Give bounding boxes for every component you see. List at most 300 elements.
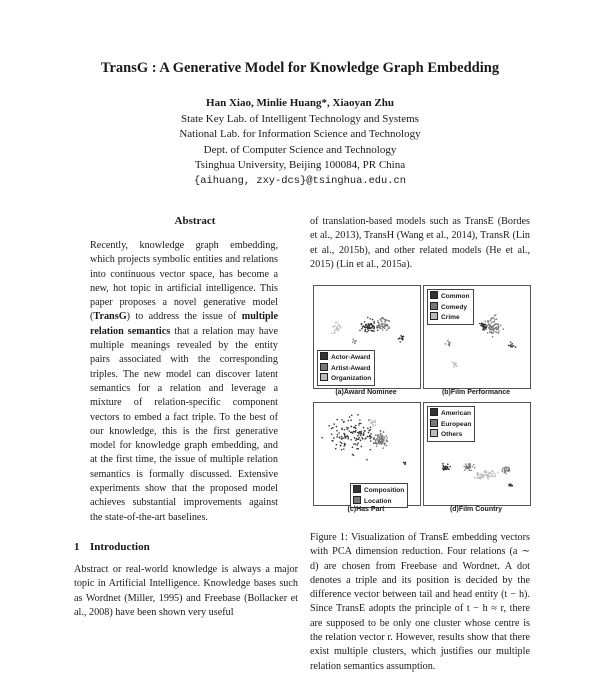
scatter-point [464, 469, 466, 471]
scatter-point [505, 473, 507, 475]
scatter-point [399, 338, 401, 340]
scatter-point [381, 321, 383, 323]
scatter-point [341, 442, 343, 444]
scatter-point [344, 429, 346, 431]
scatter-point [463, 466, 465, 468]
scatter-point [404, 462, 406, 464]
scatter-point [370, 419, 372, 421]
section-heading [74, 541, 150, 553]
legend-entry [430, 302, 470, 313]
scatter-point [349, 416, 351, 418]
scatter-point [331, 440, 333, 442]
scatter-point [360, 435, 362, 437]
scatter-point [497, 472, 499, 474]
legend-swatch [320, 373, 328, 381]
panel-caption: (b)Film Performance [441, 389, 511, 396]
legend-label: Comedy [441, 303, 468, 311]
scatter-point [358, 424, 360, 426]
scatter-point [331, 428, 333, 430]
legend-swatch [353, 485, 361, 493]
scatter-point [373, 425, 375, 427]
scatter-point [370, 449, 372, 451]
scatter-point [360, 423, 362, 425]
scatter-point [492, 336, 494, 338]
scatter-point [361, 446, 363, 448]
scatter-point [348, 420, 350, 422]
scatter-point [336, 436, 338, 438]
scatter-point [357, 442, 359, 444]
scatter-point [386, 329, 388, 331]
scatter-point [338, 323, 340, 325]
scatter-point [377, 437, 379, 439]
abstract-text: Recently, knowledge graph embedding, which projects symbolic entities and relations into continuous vector space, has become a new, hot topic in artificial intelligence. This paper proposes a novel generative model ( [90, 240, 278, 323]
scatter-point [479, 323, 481, 325]
scatter-point [493, 317, 495, 319]
scatter-point [444, 467, 446, 469]
scatter-point [481, 323, 483, 325]
scatter-point [336, 444, 338, 446]
scatter-point [331, 333, 333, 335]
scatter-point [367, 436, 369, 438]
scatter-point [375, 439, 377, 441]
scatter-point [369, 323, 371, 325]
scatter-point [373, 322, 375, 324]
scatter-point [480, 477, 482, 479]
scatter-point [332, 427, 334, 429]
scatter-point [399, 341, 401, 343]
scatter-point [361, 328, 363, 330]
panel-legend [427, 406, 475, 442]
scatter-point [372, 421, 374, 423]
scatter-point [333, 330, 335, 332]
scatter-point [340, 327, 342, 329]
scatter-point [366, 331, 368, 333]
legend-label: Crime [441, 314, 460, 322]
scatter-point [443, 469, 445, 471]
scatter-point [482, 474, 484, 476]
scatter-point [495, 474, 497, 476]
scatter-point [375, 442, 377, 444]
scatter-point [355, 439, 357, 441]
scatter-point [379, 439, 381, 441]
scatter-point [376, 446, 378, 448]
scatter-point [363, 434, 365, 436]
scatter-point [483, 326, 485, 328]
scatter-point [345, 444, 347, 446]
scatter-point [495, 331, 497, 333]
scatter-point [370, 429, 372, 431]
affiliation-line: State Key Lab. of Intelligent Technology and Systems [181, 112, 419, 125]
scatter-point [513, 345, 515, 347]
scatter-point [343, 448, 345, 450]
scatter-point [359, 330, 361, 332]
scatter-point [490, 331, 492, 333]
scatter-point [369, 435, 371, 437]
scatter-point [496, 318, 498, 320]
scatter-point [382, 437, 384, 439]
scatter-point [515, 346, 517, 348]
scatter-point [364, 430, 366, 432]
scatter-point [369, 325, 371, 327]
scatter-point [364, 321, 366, 323]
scatter-point [498, 332, 500, 334]
right-column-text: of translation-based models such as TransE (Bordes et al., 2013), TransH (Wang et al., 2014), TransR (Lin et al., 2015b), and other related models (He et al., 2015) (Lin et al., 2015a). [310, 216, 530, 270]
scatter-point [442, 463, 444, 465]
scatter-point [487, 322, 489, 324]
scatter-point [378, 443, 380, 445]
scatter-point [493, 330, 495, 332]
author-names: Han Xiao, Minlie Huang*, Xiaoyan Zhu [206, 97, 394, 109]
scatter-point [480, 473, 482, 475]
scatter-point [365, 438, 367, 440]
scatter-point [358, 437, 360, 439]
legend-swatch [430, 419, 438, 427]
scatter-point [375, 434, 377, 436]
scatter-point [510, 346, 512, 348]
scatter-point [442, 468, 444, 470]
scatter-point [511, 343, 513, 345]
legend-entry [320, 363, 371, 374]
panel-caption: (a)Award Nominee [335, 389, 397, 396]
scatter-point [377, 330, 379, 332]
scatter-point [477, 472, 479, 474]
scatter-point [387, 325, 389, 327]
scatter-point [356, 448, 358, 450]
section-title: Introduction [90, 541, 150, 553]
scatter-point [354, 437, 356, 439]
scatter-point [377, 435, 379, 437]
scatter-point [486, 325, 488, 327]
scatter-point [340, 445, 342, 447]
legend-label: Artist-Award [331, 364, 371, 372]
scatter-point [485, 470, 487, 472]
scatter-point [336, 322, 338, 324]
scatter-point [491, 322, 493, 324]
scatter-point [361, 323, 363, 325]
scatter-point [498, 330, 500, 332]
scatter-point [347, 438, 349, 440]
scatter-point [346, 436, 348, 438]
legend-entry [430, 312, 470, 323]
scatter-point [403, 336, 405, 338]
scatter-point [469, 465, 471, 467]
abstract-bold-term: TransG [93, 311, 127, 323]
scatter-point [363, 427, 365, 429]
scatter-point [365, 324, 367, 326]
scatter-point [364, 330, 366, 332]
scatter-point [368, 323, 370, 325]
scatter-point [359, 423, 361, 425]
scatter-point [336, 430, 338, 432]
scatter-point [338, 330, 340, 332]
scatter-point [486, 326, 488, 328]
scatter-point [380, 442, 382, 444]
scatter-point [381, 435, 383, 437]
scatter-point [447, 463, 449, 465]
scatter-point [442, 465, 444, 467]
scatter-point [355, 341, 357, 343]
scatter-point [380, 328, 382, 330]
scatter-point [491, 325, 493, 327]
scatter-point [353, 443, 355, 445]
legend-label: Actor-Award [331, 354, 371, 361]
scatter-point [386, 435, 388, 437]
scatter-point [472, 466, 474, 468]
scatter-point [492, 476, 494, 478]
scatter-point [484, 324, 486, 326]
scatter-point [494, 476, 496, 478]
scatter-panel-has-part [313, 402, 421, 506]
scatter-point [510, 341, 512, 343]
scatter-point [508, 467, 510, 469]
scatter-point [447, 467, 449, 469]
scatter-point [504, 467, 506, 469]
scatter-point [363, 432, 365, 434]
paper-title: TransG : A Generative Model for Knowledge Graph Embedding [100, 60, 500, 76]
legend-label: Composition [364, 487, 405, 494]
scatter-point [485, 472, 487, 474]
affiliation-line: National Lab. for Information Science and Technology [179, 128, 421, 141]
scatter-point [355, 425, 357, 427]
scatter-point [477, 475, 479, 477]
scatter-point [502, 471, 504, 473]
scatter-point [376, 327, 378, 329]
scatter-point [480, 476, 482, 478]
scatter-point [380, 437, 382, 439]
scatter-point [508, 471, 510, 473]
scatter-point [508, 345, 510, 347]
scatter-point [351, 426, 353, 428]
scatter-point [357, 435, 359, 437]
scatter-point [495, 323, 497, 325]
scatter-point [451, 361, 453, 363]
scatter-point [493, 321, 495, 323]
scatter-point [358, 438, 360, 440]
scatter-point [334, 332, 336, 334]
scatter-point [355, 431, 357, 433]
scatter-point [380, 433, 382, 435]
scatter-point [489, 331, 491, 333]
scatter-point [346, 427, 348, 429]
scatter-point [387, 440, 389, 442]
scatter-point [379, 323, 381, 325]
scatter-point [370, 318, 372, 320]
legend-swatch [430, 302, 438, 310]
scatter-point [382, 447, 384, 449]
scatter-point [509, 344, 511, 346]
abstract-heading: Abstract [174, 215, 216, 227]
scatter-point [367, 328, 369, 330]
scatter-point [336, 419, 338, 421]
scatter-point [334, 325, 336, 327]
scatter-point [385, 321, 387, 323]
legend-entry [430, 291, 470, 302]
scatter-point [483, 477, 485, 479]
scatter-point [341, 419, 343, 421]
scatter-point [328, 425, 330, 427]
legend-swatch [430, 408, 438, 416]
scatter-point [354, 343, 356, 345]
scatter-point [368, 328, 370, 330]
scatter-point [470, 467, 472, 469]
scatter-point [368, 330, 370, 332]
scatter-point [374, 420, 376, 422]
scatter-point [386, 437, 388, 439]
scatter-point [384, 319, 386, 321]
legend-swatch [430, 291, 438, 299]
scatter-point [371, 330, 373, 332]
scatter-point [480, 325, 482, 327]
scatter-point [343, 433, 345, 435]
panel-legend [317, 350, 375, 386]
scatter-point [350, 439, 352, 441]
scatter-point [482, 329, 484, 331]
scatter-point [484, 321, 486, 323]
scatter-point [386, 445, 388, 447]
scatter-point [333, 437, 335, 439]
scatter-point [381, 441, 383, 443]
scatter-point [503, 328, 505, 330]
legend-label: European [441, 420, 472, 428]
scatter-point [335, 329, 337, 331]
scatter-point [381, 325, 383, 327]
legend-entry [320, 352, 371, 363]
scatter-point [362, 325, 364, 327]
scatter-point [382, 327, 384, 329]
scatter-point [493, 325, 495, 327]
scatter-point [378, 325, 380, 327]
scatter-point [384, 443, 386, 445]
legend-label: Location [364, 497, 392, 505]
introduction-body: Abstract or real-world knowledge is always a major topic in Artificial Intelligence. Knowledge bases such as Wordnet (Miller, 1995) and Freebase (Bollacker et al., 2008) have been shown very useful [74, 564, 298, 618]
scatter-point [382, 329, 384, 331]
legend-label: Organization [331, 375, 372, 383]
scatter-point [351, 431, 353, 433]
scatter-point [502, 467, 504, 469]
abstract-text: that a relation may have multiple meanings revealed by the entity pairs associated with the corresponding triples. The new model can discover latent semantics for a relation and leverage a mixture of relation-specific component vectors to embed a fact triple. To the best of our knowledge, this is the first generative model for knowledge graph embedding, and at the first time, the issue of multiple relation semantics is formally discussed. Extensive experiments show that the proposed model achieves substantial improvements against the state-of-the-art baselines. [90, 325, 278, 523]
scatter-point [488, 478, 490, 480]
scatter-point [489, 326, 491, 328]
scatter-point [341, 436, 343, 438]
affiliation-line: Dept. of Computer Science and Technology [203, 143, 397, 156]
scatter-point [486, 474, 488, 476]
legend-swatch [430, 429, 438, 437]
panel-legend [427, 289, 474, 325]
scatter-point [340, 441, 342, 443]
scatter-point [506, 466, 508, 468]
scatter-point [447, 340, 449, 342]
scatter-point [385, 324, 387, 326]
legend-entry [430, 408, 471, 419]
scatter-point [385, 325, 387, 327]
scatter-point [478, 473, 480, 475]
scatter-point [491, 472, 493, 474]
scatter-point [492, 470, 494, 472]
scatter-point [466, 467, 468, 469]
scatter-point [494, 319, 496, 321]
scatter-point [368, 432, 370, 434]
scatter-point [367, 317, 369, 319]
scatter-point [352, 447, 354, 449]
scatter-point [343, 421, 345, 423]
scatter-point [473, 464, 475, 466]
scatter-point [370, 440, 372, 442]
scatter-point [339, 437, 341, 439]
legend-entry [320, 373, 371, 384]
scatter-point [381, 323, 383, 325]
scatter-point [353, 455, 355, 457]
scatter-point [465, 463, 467, 465]
scatter-point [469, 469, 471, 471]
scatter-point [487, 332, 489, 334]
scatter-point [488, 324, 490, 326]
scatter-point [388, 326, 390, 328]
scatter-point [344, 435, 346, 437]
scatter-point [343, 445, 345, 447]
scatter-panel-award-nominee [313, 285, 421, 389]
scatter-point [358, 432, 360, 434]
scatter-point [467, 466, 469, 468]
scatter-point [382, 439, 384, 441]
scatter-point [372, 319, 374, 321]
scatter-point [341, 449, 343, 451]
scatter-point [379, 437, 381, 439]
scatter-point [380, 319, 382, 321]
scatter-point [374, 421, 376, 423]
scatter-point [341, 429, 343, 431]
scatter-point [402, 339, 404, 341]
scatter-point [348, 427, 350, 429]
scatter-point [375, 424, 377, 426]
legend-entry [430, 419, 471, 430]
scatter-point [342, 437, 344, 439]
scatter-point [489, 472, 491, 474]
scatter-point [368, 419, 370, 421]
scatter-point [378, 440, 380, 442]
scatter-point [376, 438, 378, 440]
panel-legend [350, 483, 408, 508]
affiliation-line: Tsinghua University, Beijing 100084, PR China [194, 159, 406, 172]
legend-entry [430, 429, 471, 440]
scatter-point [497, 325, 499, 327]
scatter-point [349, 430, 351, 432]
panel-caption: (d)Film Country [449, 506, 503, 513]
scatter-point [337, 326, 339, 328]
abstract-text: ) to address the issue of [126, 311, 242, 323]
scatter-point [383, 431, 385, 433]
scatter-point [382, 440, 384, 442]
scatter-point [359, 419, 361, 421]
scatter-point [331, 434, 333, 436]
scatter-point [491, 329, 493, 331]
scatter-point [341, 438, 343, 440]
scatter-point [333, 326, 335, 328]
scatter-point [389, 320, 391, 322]
scatter-point [371, 436, 373, 438]
scatter-point [336, 426, 338, 428]
legend-label: Common [441, 293, 470, 300]
scatter-point [373, 437, 375, 439]
scatter-point [346, 429, 348, 431]
scatter-point [383, 327, 385, 329]
scatter-point [337, 434, 339, 436]
scatter-point [373, 321, 375, 323]
scatter-point [470, 470, 472, 472]
scatter-point [351, 415, 353, 417]
scatter-point [490, 475, 492, 477]
scatter-panel-film-performance [423, 285, 531, 389]
scatter-point [448, 342, 450, 344]
